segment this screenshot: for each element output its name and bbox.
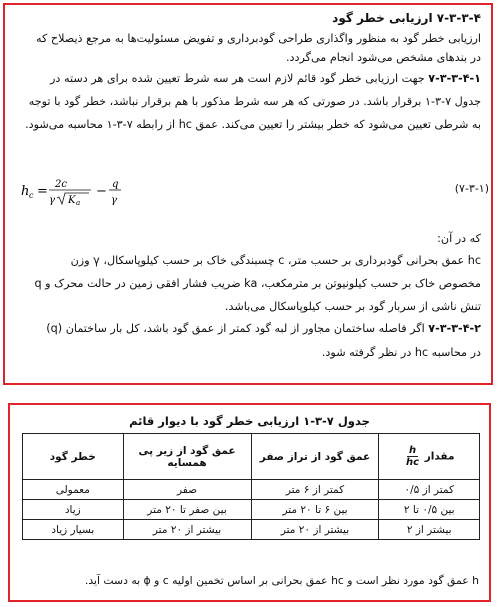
formula-number: (۷-۳-۱)	[454, 182, 489, 195]
p1-line-3: به شرطی تعیین می‌شود که خطر بیشتر را تعیین می‌کند. عمق hc از رابطه ۷-۳-۱ محاسبه می‌شود.	[25, 118, 481, 131]
formula-hc	[19, 174, 139, 208]
section-heading: ۷-۳-۳-۴ ارزیابی خطر گود	[332, 11, 481, 25]
intro-line-1: ارزیابی خطر گود به منظور واگذاری طراحی گودبرداری و تفویض مسئولیت‌ها به مرجع ذیصلاح که	[35, 32, 481, 45]
ratio-denominator: hc	[405, 457, 420, 468]
svg-text:γ: γ	[49, 195, 55, 206]
cell-ratio: بیشتر از ۲	[379, 520, 480, 540]
p2-line-2: در محاسبه hc در نظر گرفته شود.	[321, 346, 481, 359]
cell-risk: بسیار زیاد	[23, 520, 124, 540]
svg-text:γ: γ	[111, 195, 117, 206]
cell-depth-neighbor: صفر	[123, 480, 251, 500]
cell-depth-neighbor: بین صفر تا ۲۰ متر	[123, 500, 251, 520]
svg-text:q: q	[112, 179, 119, 190]
cell-ratio: کمتر از ۰/۵	[379, 480, 480, 500]
cell-depth-zero: بیشتر از ۲۰ متر	[251, 520, 379, 540]
p2-text-1: اگر فاصله ساختمان مجاور از لبه گود کمتر از عمق گود باشد، کل بار ساختمان (q)	[46, 322, 425, 335]
header-ratio-prefix: مقدار	[424, 450, 455, 463]
header-depth-zero: عمق گود از تراز صفر	[251, 434, 379, 480]
where-line-3: تنش ناشی از سربار گود بر حسب کیلوپاسکال می‌باشد.	[224, 300, 481, 313]
table-row	[23, 520, 480, 540]
table-row	[23, 500, 480, 520]
p1-text-1: جهت ارزیابی خطر گود قائم لازم است هر سه شرط تعیین شده برای هر دسته در	[50, 72, 425, 85]
p1-line-1	[15, 71, 481, 86]
table-row	[23, 480, 480, 500]
ratio-fraction	[406, 445, 419, 468]
where-line-2: مخصوص خاک بر حسب کیلونیوتن بر مترمکعب، ka ضریب فشار افقی زمین در حالت محرک و q	[34, 277, 481, 290]
table-header-row	[23, 434, 480, 480]
header-ratio	[379, 434, 480, 480]
header-risk: خطر گود	[23, 434, 124, 480]
p2-line-1	[15, 321, 481, 336]
svg-text:2c: 2c	[55, 179, 67, 190]
intro-line-2: در بندهای مشخص می‌شود انجام می‌گردد.	[285, 51, 481, 64]
cell-ratio: بین ۰/۵ تا ۲	[379, 500, 480, 520]
svg-text:−: −	[96, 184, 107, 199]
table-note: h عمق گود مورد نظر است و hc عمق بحرانی بر اساس تخمین اولیه c و ϕ به دست آید.	[84, 574, 479, 587]
table-title: جدول ۷-۳-۱ ارزیابی خطر گود با دیوار قائم	[129, 414, 370, 428]
cell-depth-zero: بین ۶ تا ۲۰ متر	[251, 500, 379, 520]
svg-text:c: c	[29, 191, 34, 200]
where-line-1: hc عمق بحرانی گودبرداری بر حسب متر، c چسبندگی خاک بر حسب کیلوپاسکال، γ وزن	[70, 254, 481, 267]
p1-label: ۷-۳-۳-۴-۱	[428, 72, 481, 85]
cell-depth-zero: کمتر از ۶ متر	[251, 480, 379, 500]
svg-text:a: a	[76, 199, 81, 207]
table-frame	[8, 403, 491, 602]
where-label: که در آن:	[437, 232, 481, 245]
cell-risk: زیاد	[23, 500, 124, 520]
cell-depth-neighbor: بیشتر از ۲۰ متر	[123, 520, 251, 540]
formula-block	[19, 174, 489, 208]
header-depth-neighbor: عمق گود از زیر پی همسایه	[123, 434, 251, 480]
cell-risk: معمولی	[23, 480, 124, 500]
p2-label: ۷-۳-۳-۴-۲	[428, 322, 481, 335]
svg-text:h: h	[21, 184, 30, 199]
ratio-numerator: h	[408, 445, 417, 456]
risk-table	[22, 433, 480, 540]
svg-text:K: K	[68, 195, 76, 206]
section-frame	[3, 3, 493, 385]
svg-text:=: =	[37, 184, 48, 199]
p1-line-2: جدول ۷-۳-۱ برقرار باشد. در صورتی که هر سه شرط مذکور با هم برقرار نباشد، خطر گود با توجه	[28, 95, 481, 108]
